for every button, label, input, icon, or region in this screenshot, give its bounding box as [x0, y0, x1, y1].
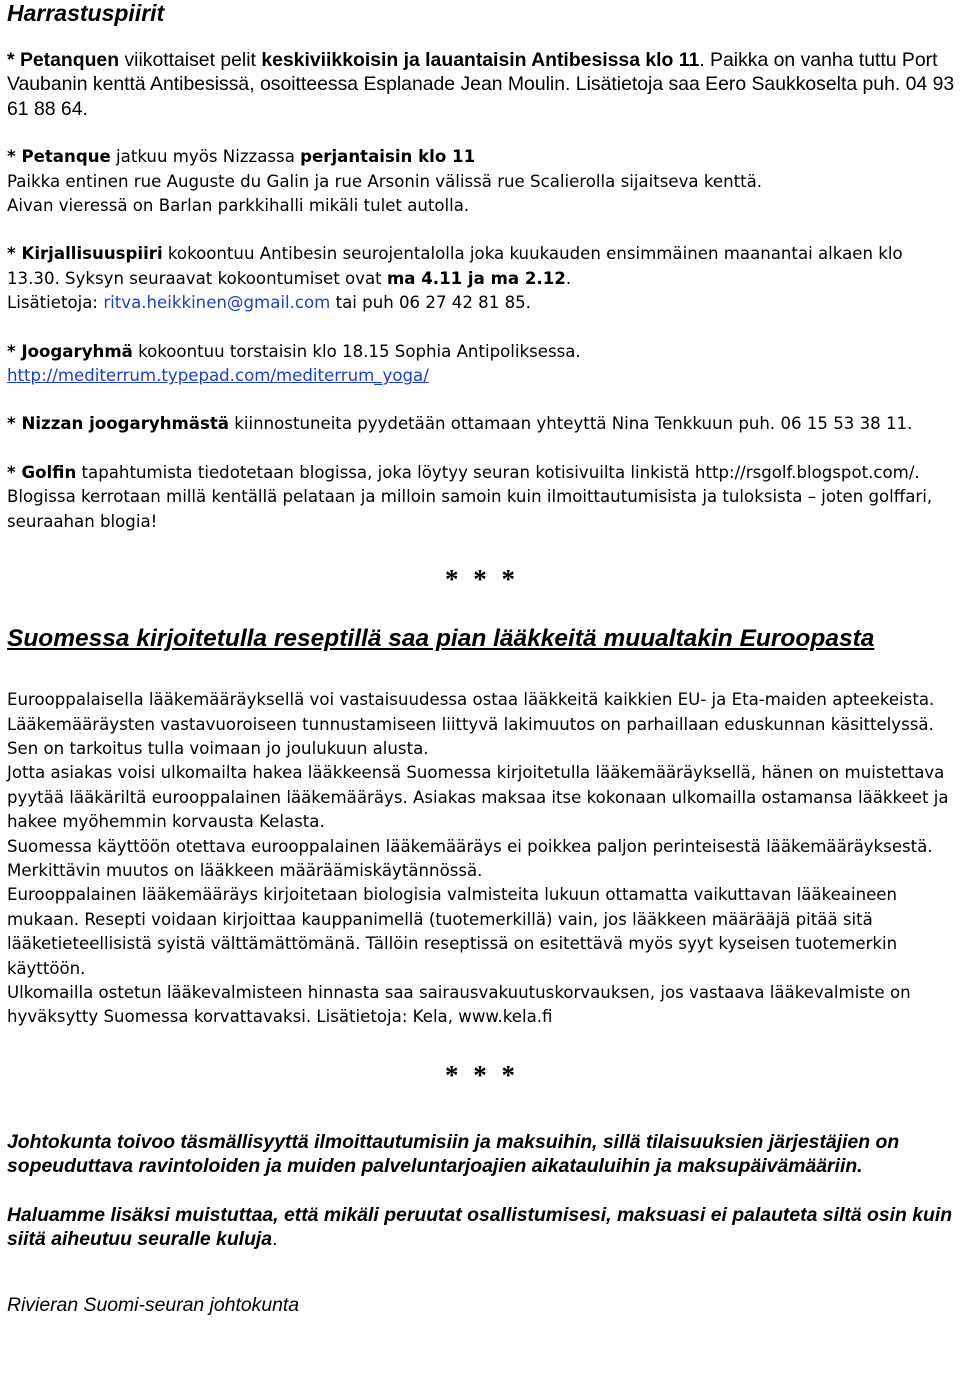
- bullet-star: *: [7, 49, 20, 71]
- literature-paragraph: * Kirjallisuuspiiri kokoontuu Antibesin seurojentalolla joka kuukauden ensimmäinen maanantai alkaen klo 13.30. Syksyn seuraavat kokoontumiset ovat ma 4.11 ja ma 2.12. Lisätietoja: ritva.heikkinen@gmail.com tai puh 06 27 42 81 85.: [7, 244, 903, 313]
- nice-yoga-title: * Nizzan joogaryhmästä: [7, 414, 230, 434]
- yoga-title: * Joogaryhmä: [7, 341, 133, 361]
- petanque-nice-schedule: perjantaisin klo 11: [300, 147, 476, 167]
- literature-info-label: Lisätietoja:: [7, 293, 104, 313]
- nice-yoga-paragraph: [7, 412, 957, 436]
- nice-yoga-text: kiinnostuneita pyydetään ottamaan yhteyttä Nina Tenkkuun puh. 06 15 53 38 11.: [229, 414, 913, 434]
- petanque-antibes-paragraph: [7, 48, 957, 121]
- petanque-nice-location: Paikka entinen rue Auguste du Galin ja rue Arsonin välissä rue Scalierolla sijaitseva kenttä.: [7, 171, 763, 191]
- signature: Rivieran Suomi-seuran johtokunta: [7, 1294, 300, 1317]
- section-heading: Harrastuspiirit: [7, 0, 165, 26]
- literature-email-link[interactable]: ritva.heikkinen@gmail.com: [103, 293, 331, 313]
- newsletter-page: [7, 0, 957, 1317]
- article-paragraph-3: Suomessa käyttöön otettava eurooppalainen lääkemääräys ei poikkea paljon perinteisestä lääkemääräyksestä. Merkittävin muutos on lääkkeen määräämiskäytännössä.: [7, 836, 933, 880]
- golf-title: * Golfin: [7, 462, 77, 482]
- petanque-nice-text: jatkuu myös Nizzassa: [110, 147, 301, 167]
- board-notice-1: Johtokunta toivoo täsmällisyyttä ilmoittautumisiin ja maksuihin, sillä tilaisuuksien järjestäjien on sopeuduttava ravintoloiden ja muiden palveluntarjoajien aikatauluihin ja maksupäivämääriin.: [7, 1130, 900, 1178]
- golf-text: tapahtumista tiedotetaan blogissa, joka löytyy seuran kotisivuilta linkistä http://rsgolf.blogspot.com/. Blogissa kerrotaan millä kentällä pelataan ja milloin samoin kuin ilmoittautumisista ja tuloksista – joten golffari, seuraahan blogia!: [7, 462, 933, 531]
- article-body: [7, 688, 957, 1030]
- petanque-schedule: keskiviikkoisin ja lauantaisin Antibesissa klo 11: [261, 49, 700, 71]
- separator-2: * * *: [445, 1059, 519, 1090]
- petanque-nice-block: [7, 145, 957, 218]
- literature-phone: tai puh 06 27 42 81 85.: [330, 293, 531, 313]
- article-paragraph-5: Ulkomailla ostetun lääkevalmisteen hinnasta saa sairausvakuutuskorvauksen, jos vastaava lääkevalmiste on hyväksytty Suomessa korvattavaksi. Lisätietoja: Kela, www.kela.fi: [7, 982, 911, 1027]
- petanque-text: viikottaiset pelit: [119, 49, 262, 71]
- yoga-text: kokoontuu torstaisin klo 18.15 Sophia Antipoliksessa.: [132, 341, 581, 361]
- yoga-link[interactable]: http://mediterrum.typepad.com/mediterrum_yoga/: [7, 366, 429, 386]
- article-paragraph-1: Eurooppalaisella lääkemääräyksellä voi vastaisuudessa ostaa lääkkeitä kaikkien EU- ja Eta-maiden apteekeista. Lääkemääräysten vastavuoroiseen tunnustamiseen liittyvä lakimuutos on parhaillaan eduskunnan käsittelyssä. Sen on tarkoitus tulla voimaan jo joulukuun alusta.: [7, 690, 935, 758]
- article-paragraph-2: Jotta asiakas voisi ulkomailta hakea lääkkeensä Suomessa kirjoitetulla lääkemääräyksellä, hänen on muistettava pyytää lääkäriltä eurooppalainen lääkemääräys. Asiakas maksaa itse kokonaan ulkomailla ostamansa lääkkeet ja hakee myöhemmin korvausta Kelasta.: [7, 763, 949, 832]
- board-notice-2: Haluamme lisäksi muistuttaa, että mikäli peruutat osallistumisesi, maksuasi ei palauteta siltä osin kuin siitä aiheutuu seuralle kuluja.: [7, 1203, 953, 1250]
- literature-dates: ma 4.11 ja ma 2.12: [386, 268, 566, 288]
- separator-1: * * *: [445, 564, 519, 595]
- petanque-details: . Paikka on vanha tuttu Port Vaubanin kenttä Antibesissä, osoitteessa Esplanade Jean Moulin. Lisätietoja saa Eero Saukkoselta puh. 04 93 61 88 64.: [7, 49, 955, 120]
- yoga-block: [7, 340, 957, 389]
- petanque-nice-title: * Petanque: [7, 147, 111, 167]
- golf-paragraph: [7, 461, 957, 534]
- article-headline: Suomessa kirjoitetulla reseptillä saa pian lääkkeitä muualtakin Euroopasta: [7, 625, 875, 653]
- article-paragraph-4: Eurooppalainen lääkemääräys kirjoitetaan biologisia valmisteita lukuun ottamatta vaikuttavan lääkeaineen mukaan. Resepti voidaan kirjoittaa kauppanimellä (tuotemerkillä) vain, jos lääkkeen määrääjä pitää sitä lääketieteellisistä syistä välttämättömänä. Tällöin reseptissä on esitettävä myös syyt kyseisen tuotemerkin käyttöön.: [7, 885, 898, 978]
- literature-title: * Kirjallisuuspiiri: [7, 244, 163, 264]
- petanque-nice-parking: Aivan vieressä on Barlan parkkihalli mikäli tulet autolla.: [7, 196, 470, 216]
- literature-text: kokoontuu Antibesin seurojentalolla joka kuukauden ensimmäinen maanantai alkaen klo 13.30. Syksyn seuraavat kokoontumiset ovat: [7, 244, 903, 288]
- petanque-title: Petanquen: [19, 49, 120, 71]
